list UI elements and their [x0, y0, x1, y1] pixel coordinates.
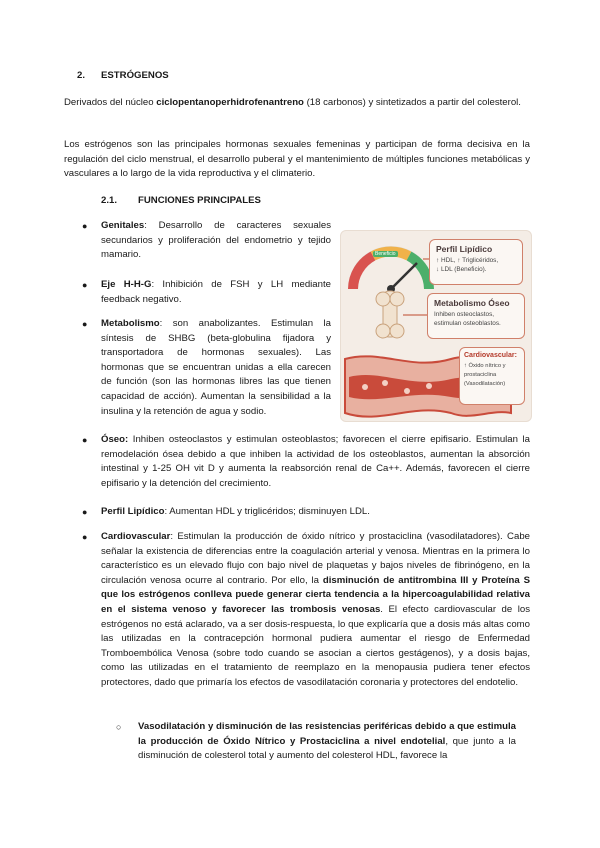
bullet-eje: Eje H-H-G: Inhibición de FSH y LH mediante feedback negativo. [101, 279, 331, 305]
card-line: ↑ Óxido nítrico y [464, 363, 506, 369]
bullet-marker: ● [82, 435, 88, 445]
card-line: estimulan osteoblastos. [434, 320, 501, 327]
bullet-perfil-lipidico: Perfil Lipídico: Aumentan HDL y triglicéridos; disminuyen LDL. [101, 506, 370, 517]
bullet-cardiovascular: Cardiovascular: Estimulan la producción de óxido nítrico y prostaciclina (vasodilatadores). Cabe señalar la existencia de diferencias entre la coagulación arterial y venosa. Mientras en la primera lo característico es un elevado flujo con bajo nivel de plaquetas y bajos niveles de fibrinógeno, en la circulación venosa ocurre al contrario. Por ello, la disminución de antitrombina III y Proteína S que los estrógenos conlleva puede generar cierta tendencia a la hipercoagulabilidad relativa en el sistema venoso y favorecer las trombosis venosas. El efecto cardiovascular de los estrógenos no está aclarado, va a ser dosis-respuesta, lo que explicaría que a dosis más altas como las utilizadas en la contracepción hormonal pudiera aumentar el riesgo de Enfermedad Tromboembólica Venosa (sobre todo cuando se asocian a ciertos gestágenos), y a dosis bajas, como las utilizadas en el tratamiento de reemplazo en la menopausia pudiera tener efectos protectores, dado que primaría los efectos de vasodilatación coronaria y protectores del endotelio. [101, 531, 530, 688]
card-cardiovascular [459, 347, 525, 405]
card-metabolismo-oseo [427, 293, 525, 339]
intro-paragraph-1: Derivados del núcleo ciclopentanoperhidrofenantreno (18 carbonos) y sintetizados a partir del colesterol. [64, 97, 521, 108]
section-number: 2. [77, 70, 86, 81]
card-title: Perfil Lipídico [436, 244, 493, 254]
sub-bullet-marker: ○ [116, 722, 122, 732]
intro-paragraph-2: Los estrógenos son las principales hormonas sexuales femeninas y participan de forma decisiva en la regulación del ciclo menstrual, el desarrollo puberal y el mantenimiento de múltiples funciones metabólicas y vasculares a lo largo de la vida reproductiva y el climaterio. [64, 139, 530, 180]
bullet-marker: ● [82, 319, 88, 329]
card-title: Cardiovascular: [464, 352, 517, 359]
bullet-marker: ● [82, 532, 88, 542]
bullet-marker: ● [82, 280, 88, 290]
bullet-marker: ● [82, 507, 88, 517]
estrogen-effects-illustration [340, 230, 532, 422]
bullet-genitales: Genitales: Desarrollo de caracteres sexuales secundarios y proliferación del endometrio y tejido mamario. [101, 220, 331, 261]
bullet-oseo: Óseo: Inhiben osteoclastos y estimulan osteoblastos; favorecen el cierre epifisario. Estimulan la remodelación ósea debido a que inhiben la actividad de los osteoblastos, aumentan la absorción intestinal y 1-25 OH vit D y aumenta la reabsorción renal de Ca++. Además, favorecen el cierre epifisario y la detención del crecimiento. [101, 434, 530, 489]
card-line: (Vasodilatación) [464, 381, 506, 387]
sub-bullet-vasodilatacion: Vasodilatación y disminución de las resistencias periféricas debido a que estimula la producción de Óxido Nítrico y Prostaciclina a nivel endotelial, que junto a la disminución de colesterol total y aumento del colesterol HDL, favorece la [138, 721, 516, 762]
subsection-number: 2.1. [101, 195, 118, 206]
subsection-title: FUNCIONES PRINCIPALES [138, 195, 261, 206]
bullet-marker: ● [82, 221, 88, 231]
gauge-label: Beneficio [375, 251, 396, 257]
card-line: prostaciclina [464, 372, 497, 378]
bullet-metabolismo: Metabolismo: son anabolizantes. Estimulan la síntesis de SHBG (beta-globulina fijadora y transportadora de hormonas sexuales). Las hormonas que se encuentran unidas a ella carecen de función (son las hormonas libres las que tienen capacidad de acción). Aumentan la sensibilidad a la insulina y la retención de agua y sodio. [101, 318, 331, 417]
card-line: Inhiben osteoclastos, [434, 311, 495, 318]
card-title: Metabolismo Óseo [434, 298, 510, 308]
card-line: ↓ LDL (Beneficio). [436, 266, 487, 273]
section-title: ESTRÓGENOS [101, 70, 169, 81]
card-perfil-lipidico [429, 239, 523, 285]
card-line: ↑ HDL, ↑ Triglicéridos, [436, 257, 499, 264]
